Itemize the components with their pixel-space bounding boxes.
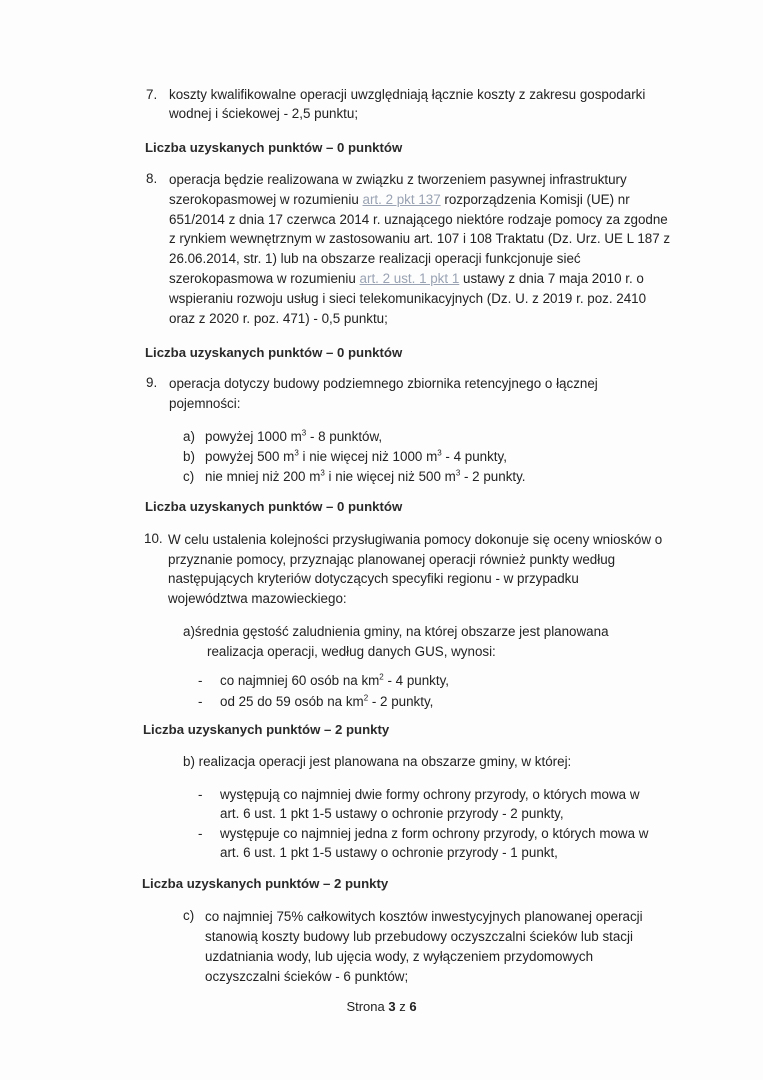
legal-reference-link[interactable]: art. 2 ust. 1 pkt 1 [359,270,460,286]
list-item [183,427,683,447]
list-text: co najmniej 60 osób na km [220,673,380,688]
item-8-text [169,170,709,328]
dash-bullet: - [198,826,203,841]
list-item [198,824,688,862]
item-10-number: 10. [144,531,163,546]
list-letter: a) [183,429,195,444]
item-7-line: wodnej i ściekowej - 2,5 punktu; [169,106,359,121]
total-pages-number: 6 [409,999,417,1014]
list-item [198,670,658,691]
criterion-b-bullets [198,785,688,862]
criterion-c-line: co najmniej 75% całkowitych kosztów inwestycyjnych planowanej operacji [205,909,643,924]
item-8-text-segment: rozporządzenia Komisji (UE) nr [440,191,630,207]
superscript: 3 [320,468,325,478]
item-8-line: wspieraniu rozwoju usług i sieci telekomunikacyjnych (Dz. U. z 2019 r. poz. 2410 [169,290,647,306]
criterion-c-line: oczyszczalni ścieków - 6 punktów; [205,969,409,984]
item-8-line: operacja będzie realizowana w związku z tworzeniem pasywnej infrastruktury [169,172,627,187]
score-line: Liczba uzyskanych punktów – 2 punkty [142,876,389,891]
list-text [220,824,648,862]
criterion-b: b) realizacja operacji jest planowana na obszarze gminy, w której: [183,754,572,769]
criterion-c-letter: c) [183,908,195,923]
superscript: 3 [301,428,307,438]
item-9-number: 9. [146,375,158,390]
score-line: Liczba uzyskanych punktów – 0 punktów [145,345,403,360]
item-8-line: 651/2014 z dnia 17 czerwca 2014 r. uznającego niektóre rodzaje pomocy za zgodne [169,211,668,227]
criterion-a-bullets [198,670,658,712]
item-10-line: W celu ustalenia kolejności przysługiwania pomocy dokonuje się oceny wniosków o [168,532,663,547]
item-8-text-segment: szerokopasmowej w rozumieniu [169,191,363,207]
list-item [183,467,683,487]
list-text: - 4 punkty, [441,449,507,464]
item-8-text-segment: szerokopasmowa w rozumieniu [169,270,360,286]
criterion-a [183,622,663,662]
dash-bullet: - [198,787,203,802]
item-10-line: następujących kryteriów dotyczących specyfiki regionu - w przypadku [168,571,579,586]
item-9-text [169,374,709,414]
legal-reference-link[interactable]: art. 2 pkt 137 [362,191,441,207]
list-text: powyżej 500 m [205,449,295,464]
item-10-line: przyznanie pomocy, przyznając planowanej operacji również punkty według [168,551,616,567]
list-item [198,785,688,823]
criterion-a-line: realizacja operacji, według danych GUS, wynosi: [207,644,496,659]
list-text: nie mniej niż 200 m [205,469,321,484]
item-7-number: 7. [146,87,158,102]
item-7-line: koszty kwalifikowalne operacji uwzględniają łącznie koszty z zakresu gospodarki [169,87,646,102]
list-line: występuje co najmniej jedna z form ochrony przyrody, o których mowa w [220,826,649,841]
list-text: - 8 punktów, [306,429,383,444]
list-letter: b) [183,449,195,464]
list-line: występują co najmniej dwie formy ochrony przyrody, o których mowa w [220,787,640,802]
list-line: art. 6 ust. 1 pkt 1-5 ustawy o ochronie przyrody - 1 punkt, [220,845,558,860]
criterion-c-line: uzdatniania wody, lub ujęcia wody, z wyłączeniem przydomowych [205,949,594,964]
criterion-c-line: stanowią koszty budowy lub przebudowy oczyszczalni ścieków lub stacji [205,929,633,944]
list-letter: c) [183,469,195,484]
item-8-line [169,269,709,289]
superscript: 3 [437,448,442,458]
item-10-text [168,530,713,608]
list-text: i nie więcej niż 500 m [324,469,456,484]
item-9-line: pojemności: [169,396,241,411]
criterion-c [205,907,685,987]
footer-text: Strona [346,999,389,1014]
page-footer [0,998,763,1016]
item-8-line: 26.06.2014, str. 1) lub na obszarze realizacji operacji funkcjonuje sieć [169,251,581,267]
list-text: i nie więcej niż 1000 m [298,449,438,464]
list-item [198,691,658,712]
superscript: 3 [455,468,461,478]
list-text: - 2 punkty. [460,469,526,484]
item-7-text [169,86,709,123]
item-9-sublist [183,427,683,487]
item-8-text-segment: ustawy z dnia 7 maja 2010 r. o [459,270,644,286]
list-line: art. 6 ust. 1 pkt 1-5 ustawy o ochronie przyrody - 2 punkty, [220,806,564,821]
score-line: Liczba uzyskanych punktów – 0 punktów [145,499,403,514]
footer-text: z [395,999,410,1014]
item-8-line: z rynkiem wewnętrznym w zastosowaniu art. 107 i 108 Traktatu (Dz. Urz. UE L 187 z [169,231,671,247]
list-text [220,785,639,823]
item-9-line: operacja dotyczy budowy podziemnego zbiornika retencyjnego o łącznej [169,376,598,391]
list-item [183,447,683,467]
superscript: 2 [379,672,384,682]
item-10-line: województwa mazowieckiego: [168,590,347,606]
score-line: Liczba uzyskanych punktów – 2 punkty [143,722,390,737]
criterion-a-line: a)średnia gęstość zaludnienia gminy, na której obszarze jest planowana [183,624,609,639]
superscript: 3 [294,448,299,458]
list-text: powyżej 1000 m [205,429,302,444]
dash-bullet: - [198,673,203,688]
item-8-line: oraz z 2020 r. poz. 471) - 0,5 punktu; [169,310,388,326]
current-page-number: 3 [388,999,396,1014]
list-text: - 2 punkty, [368,694,434,709]
superscript: 2 [363,693,369,703]
list-text: od 25 do 59 osób na km [220,694,364,709]
item-8-number: 8. [146,171,158,186]
list-text: - 4 punkty, [383,673,449,688]
score-line: Liczba uzyskanych punktów – 0 punktów [145,140,403,155]
item-8-line [169,190,709,210]
dash-bullet: - [198,694,203,709]
